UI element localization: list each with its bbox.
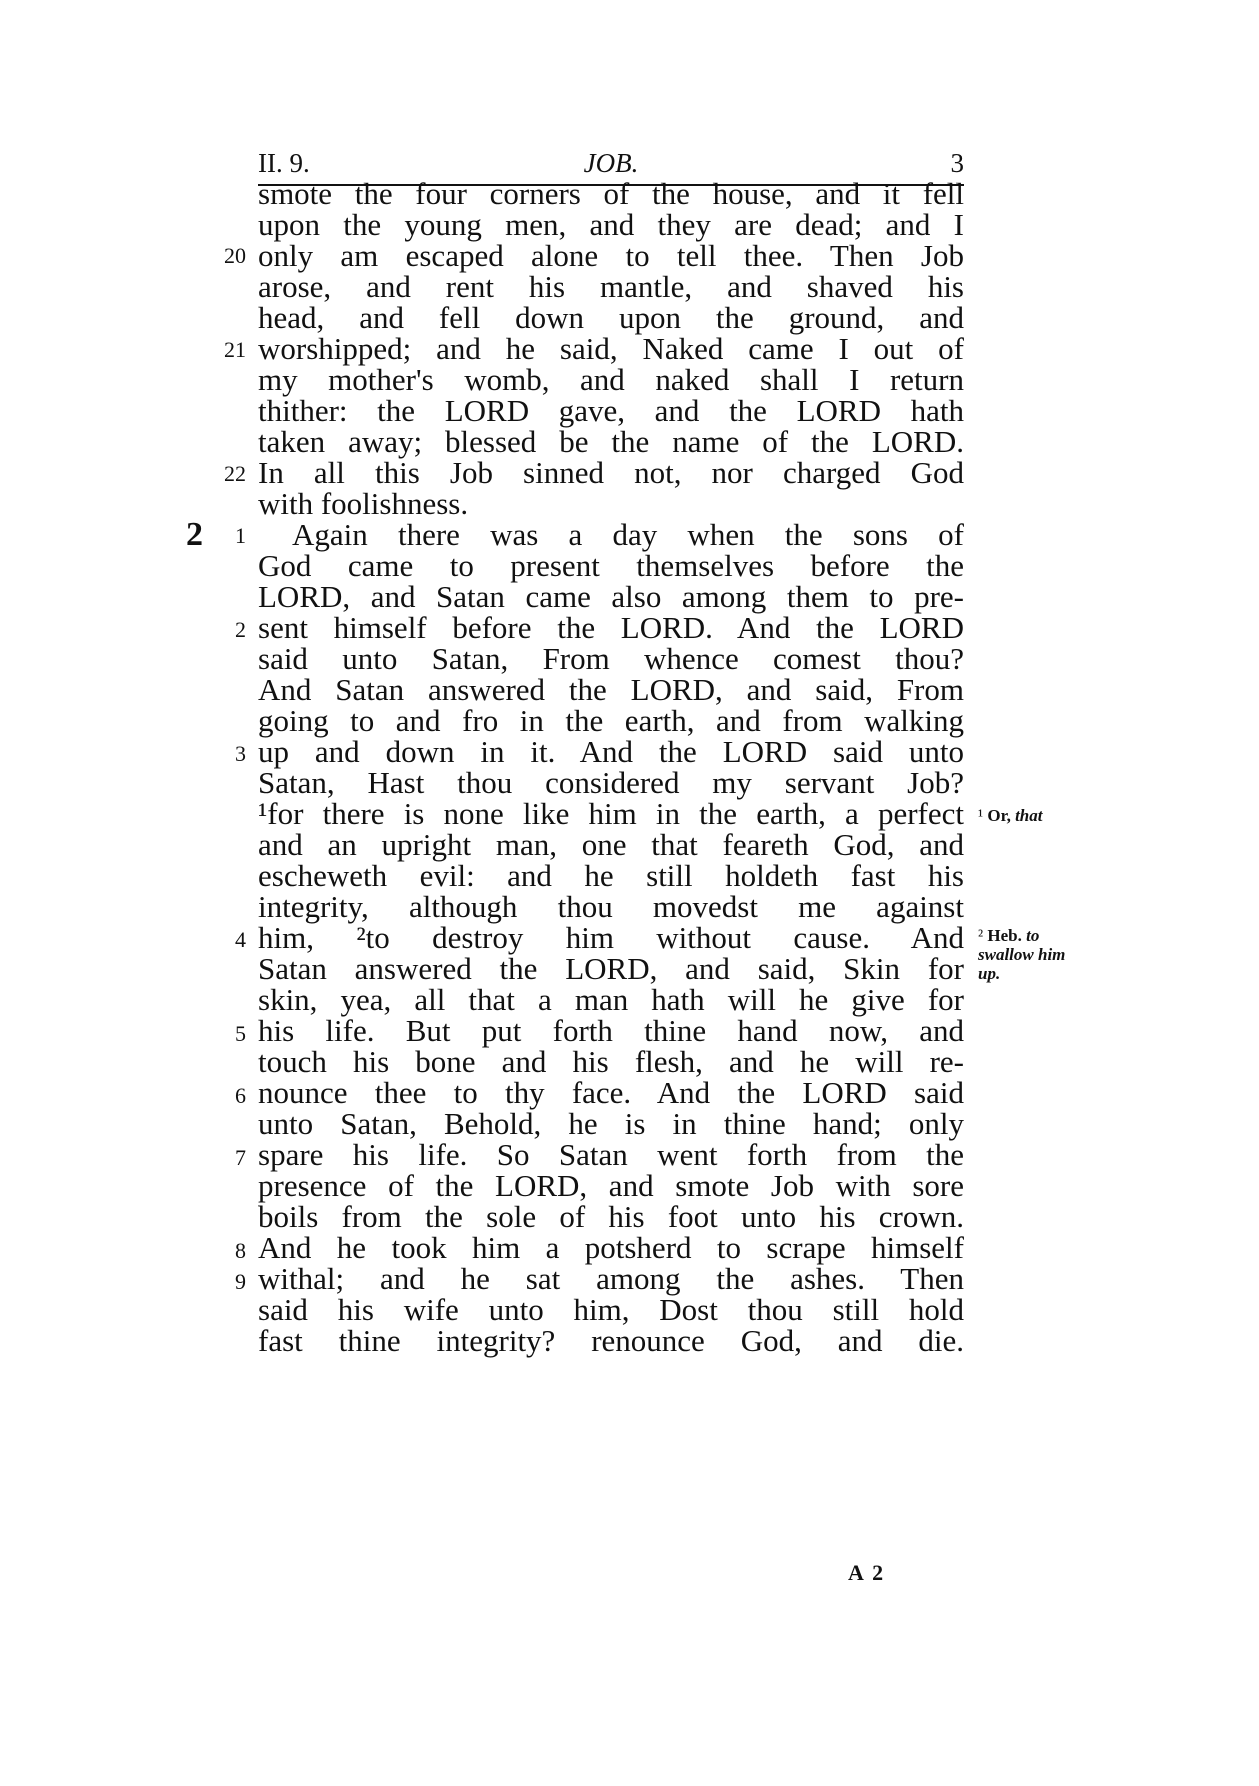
text-line: nounce thee to thy face. And the LORD said [258,1075,964,1110]
text-line: going to and fro in the earth, and from walking [258,703,964,738]
text-line: him, ²to destroy him without cause. And [258,920,964,955]
text-line: spare his life. So Satan went forth from the [258,1137,964,1172]
chapter-number: 2 [186,516,203,553]
text-line: And Satan answered the LORD, and said, From [258,672,964,707]
text-line: touch his bone and his flesh, and he will re- [258,1044,964,1079]
margin-note-1 [978,806,1042,825]
text-line: unto Satan, Behold, he is in thine hand; only [258,1106,964,1141]
text-line: LORD, and Satan came also among them to pre- [258,579,964,614]
text-line: with foolishness. [258,486,469,521]
text-line: sent himself before the LORD. And the LORD [258,610,964,645]
text-line: smote the four corners of the house, and it fell [258,176,964,211]
margin-note-marker: ² [978,926,984,945]
text-line: arose, and rent his mantle, and shaved his [258,269,964,304]
text-line: my mother's womb, and naked shall I return [258,362,964,397]
text-line: God came to present themselves before the [258,548,964,583]
text-line: his life. But put forth thine hand now, and [258,1013,964,1048]
margin-note-2 [978,926,1065,983]
text-line: Again there was a day when the sons of [292,517,964,552]
text-line: withal; and he sat among the ashes. Then [258,1261,964,1296]
text-line: boils from the sole of his foot unto his crown. [258,1199,964,1234]
text-line: and an upright man, one that feareth God, and [258,827,964,862]
text-line: fast thine integrity? renounce God, and die. [258,1323,964,1358]
margin-note-label: Heb. [987,926,1022,945]
text-line: upon the young men, and they are dead; and I [258,207,964,242]
margin-note-label: Or, [987,806,1011,825]
header-page-number: 3 [950,148,964,178]
text-line: Satan answered the LORD, and said, Skin for [258,951,964,986]
verse-number-21: 21 [224,337,246,362]
verse-number-22: 22 [224,461,246,486]
text-line: up and down in it. And the LORD said unto [258,734,964,769]
text-line: taken away; blessed be the name of the LORD. [258,424,964,459]
header-book-title: JOB. [583,148,639,178]
text-line: integrity, although thou movedst me against [258,889,964,924]
margin-note-text: that [1015,806,1043,825]
text-line: ¹for there is none like him in the earth, a perfect [258,796,964,831]
text-line: And he took him a potsherd to scrape himself [258,1230,964,1265]
verse-number-6: 6 [235,1083,246,1108]
text-line: said his wife unto him, Dost thou still hold [258,1292,964,1327]
margin-note-marker: ¹ [978,806,984,825]
margin-note-text: swallow him [978,945,1066,964]
margin-note-text: to [1026,926,1040,945]
verse-number-5: 5 [235,1021,246,1046]
text-line: only am escaped alone to tell thee. Then Job [258,238,964,273]
verse-number-7: 7 [235,1145,246,1170]
text-line: In all this Job sinned not, nor charged God [258,455,964,490]
margin-note-text: up. [978,964,1001,983]
verse-number-3: 3 [235,741,246,766]
text-line: Satan, Hast thou considered my servant Job? [258,765,964,800]
text-line: escheweth evil: and he still holdeth fast his [258,858,964,893]
verse-number-20: 20 [224,243,246,268]
verse-number-9: 9 [235,1269,246,1294]
text-line: said unto Satan, From whence comest thou? [258,641,964,676]
text-line: presence of the LORD, and smote Job with sore [258,1168,964,1203]
verse-number-8: 8 [235,1238,246,1263]
verse-number-1: 1 [235,523,246,548]
text-line: worshipped; and he said, Naked came I out of [258,331,964,366]
header-chapter-verse: II. 9. [258,148,310,178]
text-line: thither: the LORD gave, and the LORD hath [258,393,964,428]
verse-number-4: 4 [235,927,246,952]
verse-number-2: 2 [235,617,246,642]
text-line: head, and fell down upon the ground, and [258,300,964,335]
signature-mark: A 2 [848,1560,886,1585]
text-line: skin, yea, all that a man hath will he give for [258,982,964,1017]
